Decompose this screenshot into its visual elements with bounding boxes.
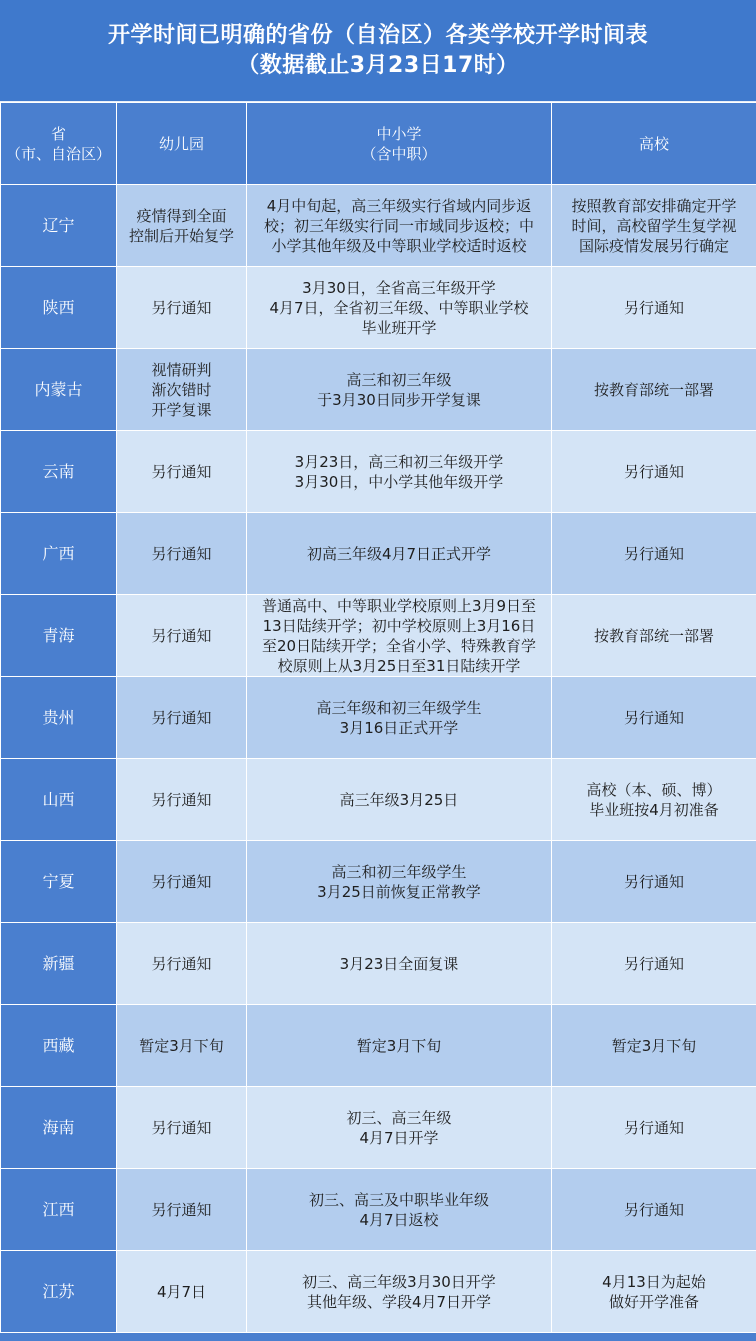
province-cell: 山西 [1, 759, 117, 841]
school-cell-line: 小学其他年级及中等职业学校适时返校 [271, 236, 527, 255]
school-cell-line: 至20日陆续开学；全省小学、特殊教育学 [261, 636, 537, 655]
kindergarten-cell [117, 267, 247, 349]
school-cell-line: 13日陆续开学；初中学校原则上3月16日 [262, 616, 536, 635]
table-row [1, 841, 756, 923]
school-cell [247, 1087, 552, 1169]
school-cell [247, 923, 552, 1005]
kindergarten-cell-line: 另行通知 [151, 954, 212, 973]
province-cell: 青海 [1, 595, 117, 677]
kindergarten-cell [117, 513, 247, 595]
university-cell [552, 1169, 756, 1251]
university-cell [552, 185, 756, 267]
table-row [1, 185, 756, 267]
school-cell [247, 1251, 552, 1333]
kindergarten-cell-line: 另行通知 [151, 462, 212, 481]
kindergarten-cell-line: 另行通知 [151, 544, 212, 563]
kindergarten-cell-line: 暂定3月下旬 [139, 1036, 224, 1055]
university-cell-line: 时间，高校留学生复学视 [571, 216, 737, 235]
university-cell [552, 759, 756, 841]
school-cell [247, 1005, 552, 1087]
school-cell-line: 4月7日开学 [359, 1128, 439, 1147]
province-cell: 江苏 [1, 1251, 117, 1333]
university-cell [552, 513, 756, 595]
province-cell: 辽宁 [1, 185, 117, 267]
university-cell-line: 做好开学准备 [608, 1292, 699, 1311]
header-school-line-2: （含中职） [361, 144, 437, 163]
province-cell: 贵州 [1, 677, 117, 759]
table-row [1, 349, 756, 431]
university-cell-line: 高校（本、硕、博） [586, 780, 722, 799]
table-row [1, 1251, 756, 1333]
table-row [1, 513, 756, 595]
kindergarten-cell [117, 1169, 247, 1251]
school-cell-line: 3月23日全面复课 [339, 954, 459, 973]
university-cell-line: 4月13日为起始 [602, 1272, 706, 1291]
kindergarten-cell-line: 控制后开始复学 [128, 226, 234, 245]
kindergarten-cell-line: 另行通知 [151, 872, 212, 891]
kindergarten-cell-line: 另行通知 [151, 626, 212, 645]
kindergarten-cell [117, 1005, 247, 1087]
university-cell [552, 841, 756, 923]
kindergarten-cell [117, 595, 247, 677]
kindergarten-cell-line: 疫情得到全面 [136, 206, 227, 225]
school-cell-line: 4月7日，全省初三年级、中等职业学校 [269, 298, 529, 317]
province-cell: 云南 [1, 431, 117, 513]
school-cell-line: 初三、高三年级 [346, 1108, 452, 1127]
school-cell-line: 普通高中、中等职业学校原则上3月9日至 [261, 596, 537, 615]
university-cell-line: 另行通知 [623, 872, 684, 891]
table-row [1, 431, 756, 513]
province-cell: 陕西 [1, 267, 117, 349]
header-university: 高校 [552, 103, 756, 185]
kindergarten-cell-line: 另行通知 [151, 708, 212, 727]
title-line-2: （数据截止3月23日17时） [237, 52, 519, 78]
kindergarten-cell [117, 349, 247, 431]
table-row [1, 1005, 756, 1087]
school-cell [247, 431, 552, 513]
table-row [1, 595, 756, 677]
university-cell-line: 毕业班按4月初准备 [589, 800, 719, 819]
kindergarten-cell-line: 另行通知 [151, 1200, 212, 1219]
school-cell-line: 3月23日，高三和初三年级开学 [294, 452, 504, 471]
kindergarten-cell [117, 1087, 247, 1169]
school-cell-line: 其他年级、学段4月7日开学 [306, 1292, 492, 1311]
university-cell-line: 按教育部统一部署 [593, 380, 714, 399]
kindergarten-cell [117, 923, 247, 1005]
university-cell [552, 267, 756, 349]
school-cell [247, 349, 552, 431]
school-cell [247, 267, 552, 349]
page-title [0, 0, 756, 102]
table-row [1, 1169, 756, 1251]
school-cell-line: 高三和初三年级学生 [331, 862, 467, 881]
province-cell: 海南 [1, 1087, 117, 1169]
table-row [1, 1087, 756, 1169]
university-cell [552, 923, 756, 1005]
school-cell-line: 3月16日正式开学 [339, 718, 459, 737]
header-school [247, 103, 552, 185]
university-cell [552, 349, 756, 431]
province-cell: 江西 [1, 1169, 117, 1251]
school-cell-line: 于3月30日同步开学复课 [317, 390, 481, 409]
university-cell-line: 暂定3月下旬 [611, 1036, 697, 1055]
school-cell-line: 高三年级和初三年级学生 [316, 698, 482, 717]
school-cell [247, 185, 552, 267]
school-cell [247, 759, 552, 841]
kindergarten-cell-line: 开学复课 [151, 400, 212, 419]
table-body [1, 185, 756, 1333]
school-cell-line: 高三年级3月25日 [339, 790, 459, 809]
university-cell-line: 另行通知 [623, 1118, 684, 1137]
university-cell [552, 595, 756, 677]
province-cell: 新疆 [1, 923, 117, 1005]
kindergarten-cell [117, 1251, 247, 1333]
table-row [1, 267, 756, 349]
header-province [1, 103, 117, 185]
school-cell [247, 595, 552, 677]
school-cell-line: 暂定3月下旬 [356, 1036, 442, 1055]
header-row [1, 103, 756, 185]
school-cell-line: 初高三年级4月7日正式开学 [306, 544, 492, 563]
schedule-table [0, 102, 756, 1333]
kindergarten-cell-line: 另行通知 [151, 790, 212, 809]
province-cell: 广西 [1, 513, 117, 595]
school-cell-line: 初三、高三及中职毕业年级 [308, 1190, 489, 1209]
school-cell [247, 1169, 552, 1251]
title-line-1: 开学时间已明确的省份（自治区）各类学校开学时间表 [107, 22, 648, 48]
school-cell [247, 677, 552, 759]
school-cell-line: 3月25日前恢复正常教学 [317, 882, 481, 901]
kindergarten-cell-line: 视情研判 [151, 360, 212, 379]
school-cell-line: 校；初三年级实行同一市域同步返校；中 [263, 216, 534, 235]
school-cell-line: 3月30日，中小学其他年级开学 [294, 472, 504, 491]
university-cell-line: 另行通知 [623, 954, 684, 973]
kindergarten-cell [117, 677, 247, 759]
kindergarten-cell-line: 4月7日 [156, 1282, 207, 1301]
kindergarten-cell-line: 另行通知 [151, 1118, 212, 1137]
school-cell-line: 初三、高三年级3月30日开学 [302, 1272, 496, 1291]
school-cell-line: 高三和初三年级 [346, 370, 452, 389]
header-school-line-1: 中小学 [376, 124, 422, 143]
table-row [1, 923, 756, 1005]
header-province-line-1: 省 [50, 124, 66, 143]
university-cell-line: 另行通知 [623, 1200, 684, 1219]
university-cell-line: 另行通知 [623, 462, 684, 481]
province-cell: 宁夏 [1, 841, 117, 923]
university-cell [552, 1251, 756, 1333]
school-cell-line: 4月中旬起，高三年级实行省域内同步返 [266, 196, 532, 215]
kindergarten-cell-line: 另行通知 [151, 298, 212, 317]
kindergarten-cell [117, 841, 247, 923]
school-cell [247, 841, 552, 923]
university-cell [552, 677, 756, 759]
province-cell: 内蒙古 [1, 349, 117, 431]
school-cell-line: 4月7日返校 [359, 1210, 439, 1229]
table-row [1, 677, 756, 759]
province-cell: 西藏 [1, 1005, 117, 1087]
university-cell [552, 1005, 756, 1087]
kindergarten-cell [117, 431, 247, 513]
university-cell-line: 另行通知 [623, 544, 684, 563]
header-kindergarten: 幼儿园 [117, 103, 247, 185]
school-cell-line: 3月30日，全省高三年级开学 [302, 278, 496, 297]
university-cell-line: 另行通知 [623, 298, 684, 317]
university-cell-line: 按照教育部安排确定开学 [571, 196, 737, 215]
university-cell-line: 国际疫情发展另行确定 [578, 236, 729, 255]
university-cell-line: 按教育部统一部署 [593, 626, 714, 645]
kindergarten-cell [117, 759, 247, 841]
table-row [1, 759, 756, 841]
university-cell [552, 1087, 756, 1169]
school-cell-line: 毕业班开学 [361, 318, 437, 337]
school-cell-line: 校原则上从3月25日至31日陆续开学 [277, 656, 521, 675]
university-cell-line: 另行通知 [623, 708, 684, 727]
kindergarten-cell-line: 渐次错时 [151, 380, 212, 399]
kindergarten-cell [117, 185, 247, 267]
school-cell [247, 513, 552, 595]
university-cell [552, 431, 756, 513]
header-province-line-2: （市、自治区） [5, 144, 111, 163]
